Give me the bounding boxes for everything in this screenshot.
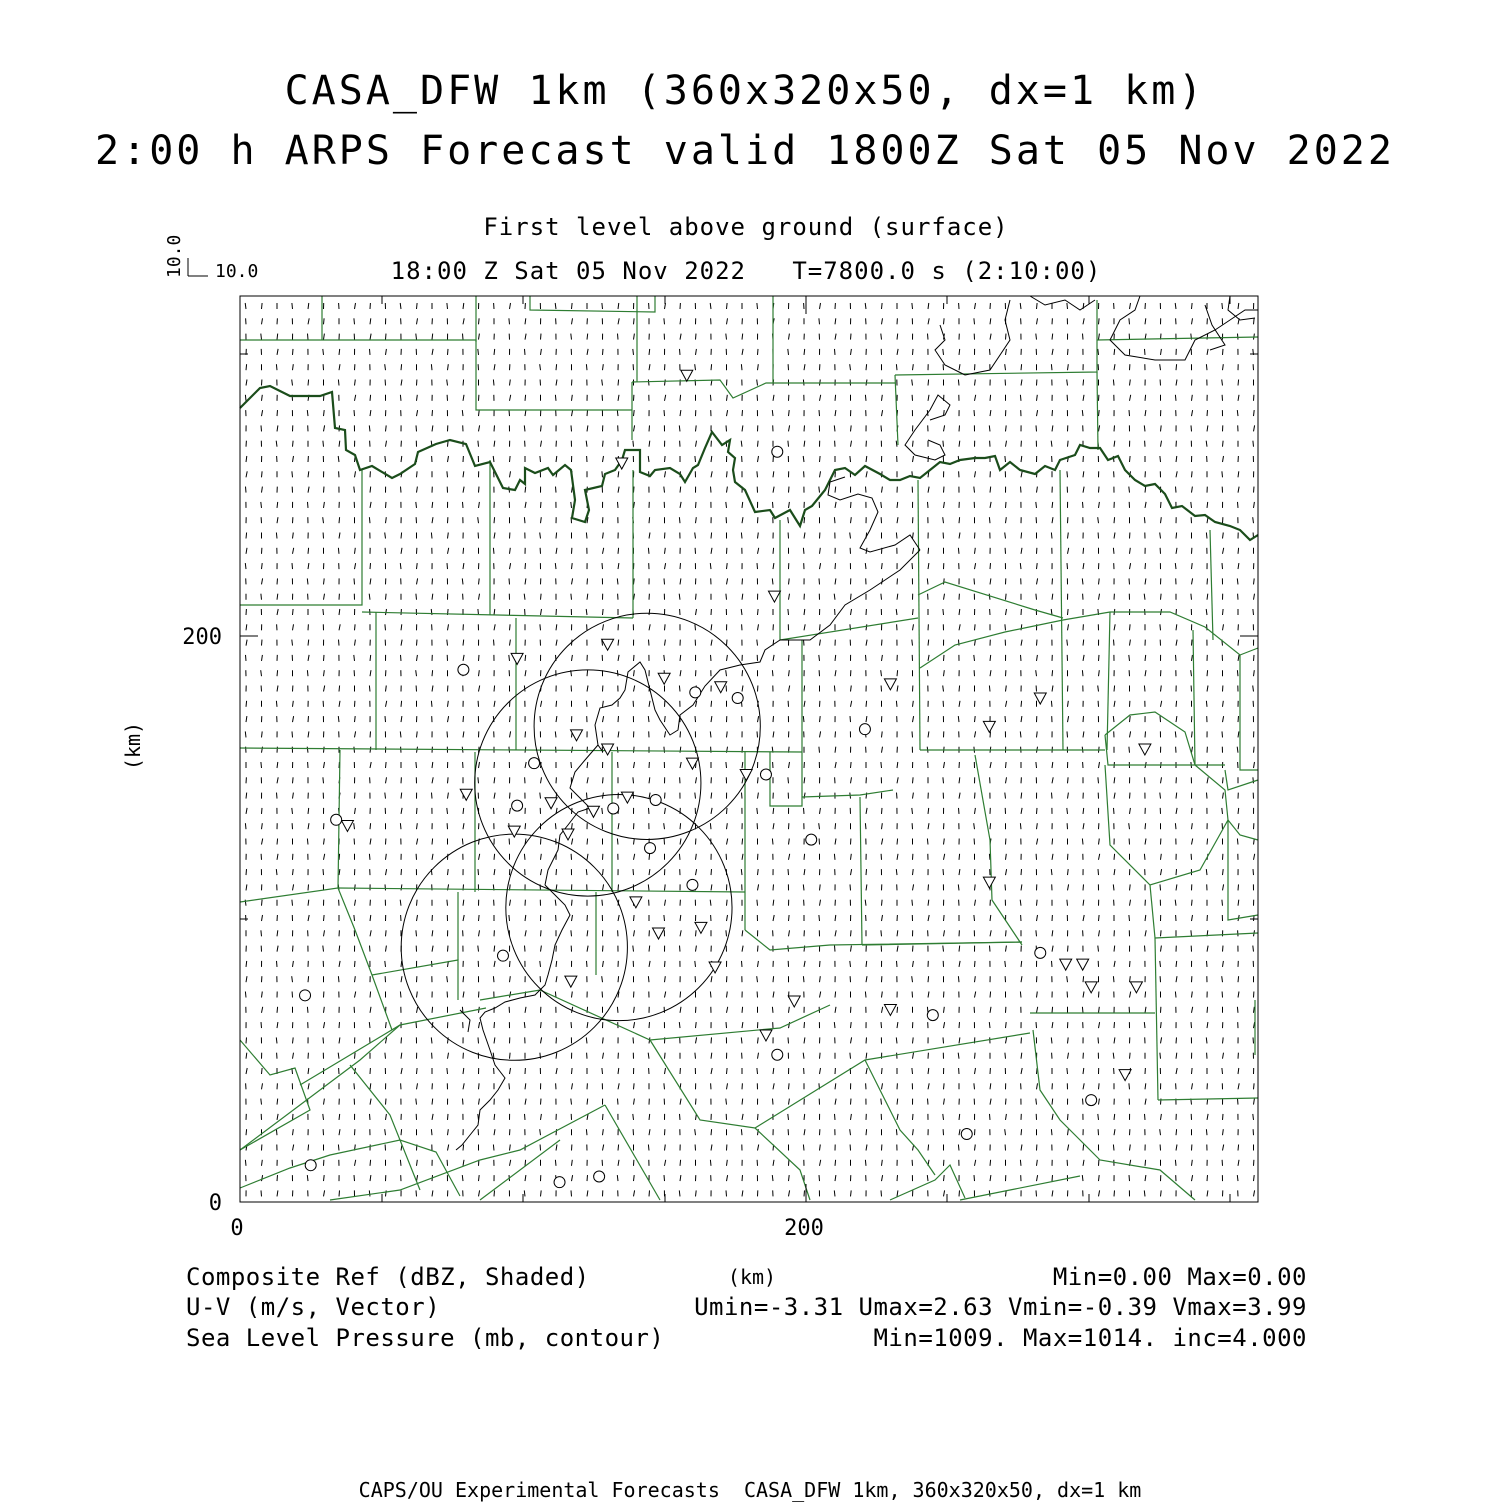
station-circle-marker	[690, 687, 701, 698]
station-triangle-marker	[788, 996, 800, 1007]
station-triangle-marker	[341, 820, 353, 831]
station-triangle-marker	[884, 1004, 896, 1015]
station-triangle-marker	[686, 758, 698, 769]
station-triangle-marker	[884, 679, 896, 690]
radar-range-ring	[475, 670, 701, 896]
station-circle-marker	[608, 803, 619, 814]
station-circle-marker	[300, 990, 311, 1001]
station-circle-marker	[650, 794, 661, 805]
station-triangle-marker	[562, 829, 574, 840]
station-triangle-marker	[715, 682, 727, 693]
station-triangle-marker	[1085, 982, 1097, 993]
radar-range-ring	[401, 834, 627, 1060]
station-triangle-marker	[565, 976, 577, 987]
station-circle-marker	[1086, 1095, 1097, 1106]
station-circle-marker	[806, 834, 817, 845]
footer-credit: CAPS/OU Experimental Forecasts CASA_DFW 1km, 360x320x50, dx=1 km	[358, 1478, 1142, 1502]
forecast-valid-title: 2:00 h ARPS Forecast valid 1800Z Sat 05 Nov 2022	[95, 128, 1395, 174]
station-circle-marker	[1035, 947, 1046, 958]
x-tick-label: 200	[784, 1216, 824, 1241]
station-circle-marker	[760, 769, 771, 780]
station-triangle-marker	[1060, 959, 1072, 970]
station-triangle-marker	[709, 962, 721, 973]
station-triangle-marker	[768, 591, 780, 602]
vector-key-u-label: 10.0	[215, 261, 259, 282]
level-subtitle: First level above ground (surface)	[483, 213, 1009, 241]
station-triangle-marker	[587, 806, 599, 817]
station-triangle-marker	[695, 922, 707, 933]
station-triangle-marker	[571, 730, 583, 741]
station-circle-marker	[772, 446, 783, 457]
station-triangle-marker	[1130, 982, 1142, 993]
station-triangle-marker	[602, 639, 614, 650]
station-circle-marker	[529, 758, 540, 769]
station-triangle-marker	[508, 826, 520, 837]
county-boundaries	[240, 296, 1258, 1200]
station-circle-marker	[331, 814, 342, 825]
station-circle-marker	[497, 950, 508, 961]
y-tick-label: 200	[182, 625, 222, 650]
station-triangle-marker	[545, 798, 557, 809]
station-triangle-marker	[621, 792, 633, 803]
vector-key	[164, 235, 258, 282]
x-axis-label: (km)	[727, 1265, 777, 1289]
station-triangle-marker	[630, 897, 642, 908]
station-circle-marker	[305, 1160, 316, 1171]
radar-range-ring	[534, 613, 760, 839]
legend-field1-name: Composite Ref (dBZ, Shaded)	[186, 1263, 590, 1291]
station-triangle-marker	[760, 1030, 772, 1041]
station-circle-marker	[732, 693, 743, 704]
legend-field2-name: U-V (m/s, Vector)	[186, 1293, 441, 1321]
station-triangle-marker	[681, 370, 693, 381]
station-circle-marker	[961, 1129, 972, 1140]
x-tick-label: 0	[230, 1216, 244, 1241]
station-circle-marker	[512, 800, 523, 811]
station-circle-marker	[594, 1171, 605, 1182]
station-triangle-marker	[511, 653, 523, 664]
station-circle-marker	[645, 843, 656, 854]
station-triangle-marker	[1139, 744, 1151, 755]
chart-title: CASA_DFW 1km (360x320x50, dx=1 km)	[284, 68, 1206, 114]
station-triangle-marker	[983, 877, 995, 888]
station-triangle-marker	[983, 721, 995, 732]
legend-field2-stats: Umin=-3.31 Umax=2.63 Vmin=-0.39 Vmax=3.99	[694, 1293, 1307, 1321]
station-circle-marker	[687, 879, 698, 890]
y-axis-label: (km)	[121, 721, 145, 771]
station-circle-marker	[772, 1049, 783, 1060]
station-triangle-marker	[460, 789, 472, 800]
vector-key-v-label: 10.0	[164, 234, 185, 278]
station-circle-marker	[458, 664, 469, 675]
state-border	[240, 386, 1258, 540]
radar-range-ring	[506, 794, 732, 1020]
station-circle-marker	[859, 724, 870, 735]
radar-range-rings	[401, 613, 760, 1060]
y-tick-label: 0	[208, 1191, 222, 1216]
station-circle-marker	[554, 1177, 565, 1188]
station-triangle-marker	[1119, 1070, 1131, 1081]
legend-field3-name: Sea Level Pressure (mb, contour)	[186, 1324, 665, 1352]
pressure-contours	[456, 296, 1258, 1150]
station-triangle-marker	[1077, 959, 1089, 970]
station-circle-marker	[927, 1010, 938, 1021]
legend-field1-stats: Min=0.00 Max=0.00	[1052, 1263, 1307, 1291]
station-triangle-marker	[740, 769, 752, 780]
station-triangle-marker	[658, 673, 670, 684]
legend-field3-stats: Min=1009. Max=1014. inc=4.000	[873, 1324, 1307, 1352]
time-subtitle: 18:00 Z Sat 05 Nov 2022 T=7800.0 s (2:10:00)	[390, 257, 1102, 285]
observation-stations	[300, 370, 1151, 1187]
station-triangle-marker	[653, 928, 665, 939]
